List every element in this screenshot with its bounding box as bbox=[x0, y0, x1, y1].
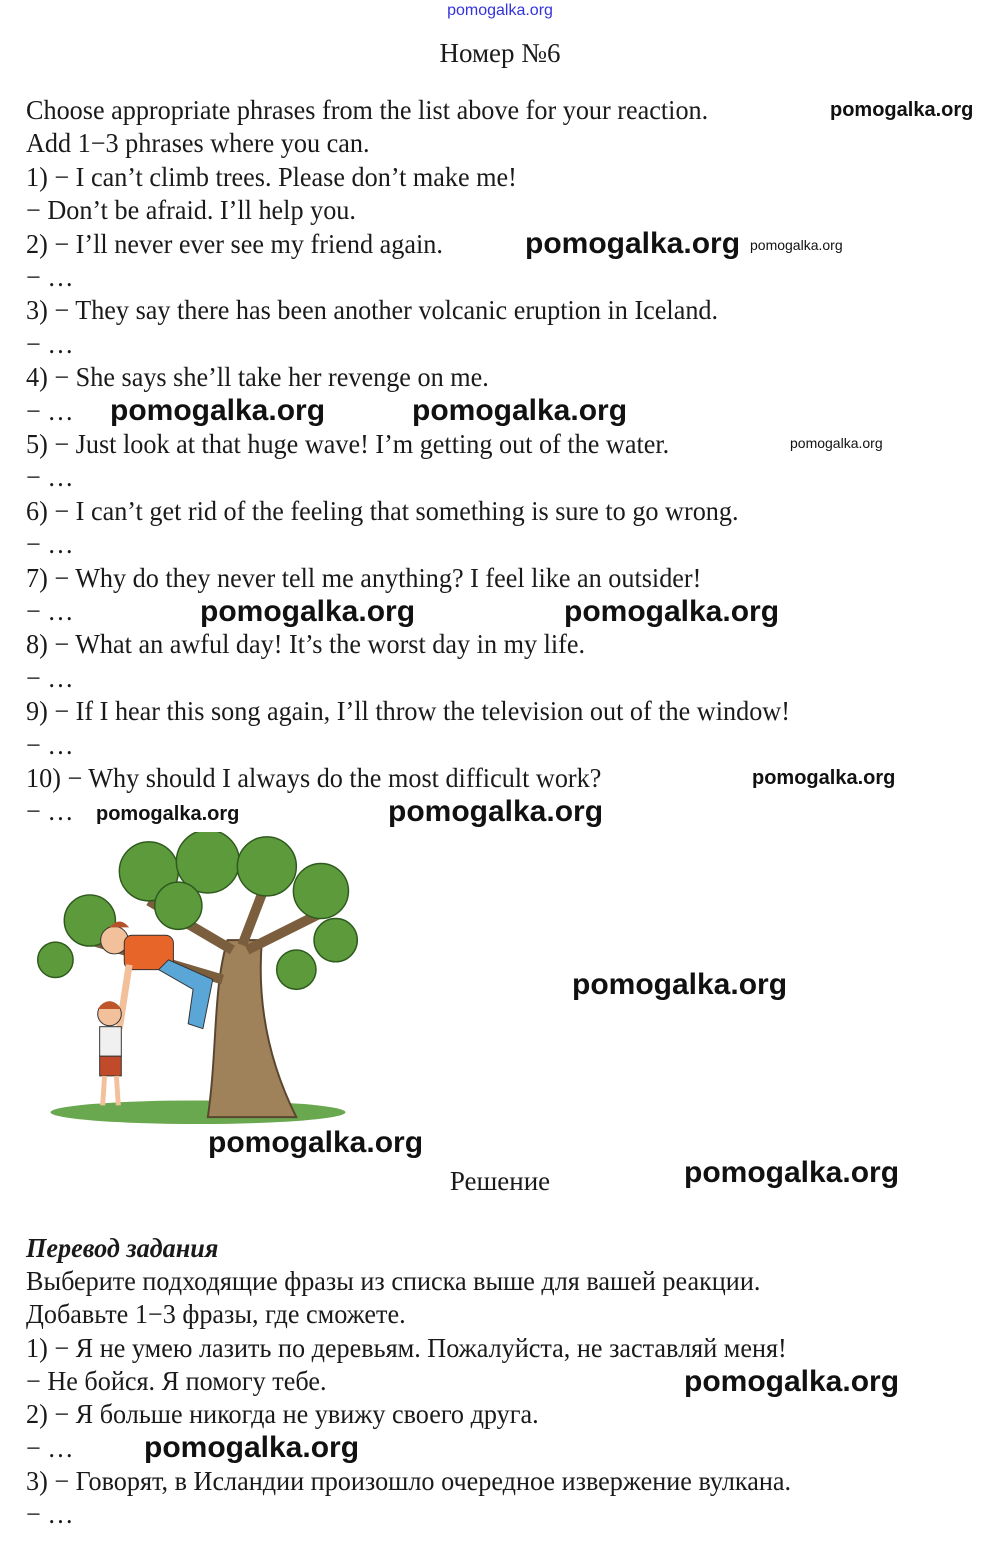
text-line: − … bbox=[26, 1499, 74, 1530]
text-line: 8) − What an awful day! It’s the worst day in my life. bbox=[26, 629, 586, 660]
tree-leaves bbox=[38, 832, 358, 989]
text-line: 5) − Just look at that huge wave! I’m getting out of the water. bbox=[26, 429, 670, 459]
text-line: 1) − Я не умею лазить по деревьям. Пожалуйста, не заставляй меня! bbox=[26, 1332, 787, 1363]
site-link[interactable]: pomogalka.org bbox=[447, 2, 553, 19]
text-line: Добавьте 1−3 фразы, где сможете. bbox=[26, 1299, 406, 1330]
text-line: 9) − If I hear this song again, I’ll throw the television out of the window! bbox=[26, 696, 790, 727]
text-line: − … bbox=[26, 596, 74, 626]
text-line: − … bbox=[26, 328, 74, 359]
text-line: 10) − Why should I always do the most difficult work? bbox=[26, 763, 602, 793]
text-line: 3) − They say there has been another volcanic eruption in Iceland. bbox=[26, 295, 719, 326]
watermark: pomogalka.org bbox=[144, 1431, 360, 1464]
text-line: 2) − I’ll never ever see my friend again. bbox=[26, 228, 443, 259]
text-line: − … bbox=[26, 1432, 74, 1463]
watermark: pomogalka.org bbox=[388, 795, 604, 828]
watermark: pomogalka.org bbox=[790, 435, 883, 451]
watermark: pomogalka.org bbox=[830, 99, 974, 121]
grass bbox=[51, 1100, 346, 1124]
text-line: − … bbox=[26, 729, 74, 760]
text-line: Add 1−3 phrases where you can. bbox=[26, 128, 370, 159]
text-line: 1) − I can’t climb trees. Please don’t make me! bbox=[26, 161, 517, 192]
translation-heading: Перевод задания bbox=[26, 1233, 219, 1263]
page-title: Номер №6 bbox=[439, 38, 561, 68]
text-line: − Don’t be afraid. I’ll help you. bbox=[26, 195, 356, 226]
solution-heading: Решение bbox=[449, 1166, 551, 1196]
watermark: pomogalka.org bbox=[96, 803, 240, 825]
text-line: − … bbox=[26, 662, 74, 693]
small-boy bbox=[98, 1001, 122, 1105]
text-line: Choose appropriate phrases from the list above for your reaction. bbox=[26, 95, 709, 125]
watermark: pomogalka.org bbox=[525, 227, 741, 260]
text-line: − … bbox=[26, 529, 74, 560]
text-line: 7) − Why do they never tell me anything? I feel like an outsider! bbox=[26, 562, 702, 593]
watermark: pomogalka.org bbox=[208, 1126, 424, 1159]
text-line: 2) − Я больше никогда не увижу своего друга. bbox=[26, 1399, 539, 1430]
text-line: − … bbox=[26, 796, 74, 827]
watermark: pomogalka.org bbox=[752, 767, 896, 789]
watermark: pomogalka.org bbox=[110, 394, 326, 427]
watermark: pomogalka.org bbox=[572, 968, 788, 1001]
text-line: Выберите подходящие фразы из списка выше для вашей реакции. bbox=[26, 1266, 761, 1296]
text-line: 3) − Говорят, в Исландии произошло очередное извержение вулкана. bbox=[26, 1465, 792, 1496]
text-line: − Не бойся. Я помогу тебе. bbox=[26, 1365, 327, 1396]
watermark: pomogalka.org bbox=[750, 237, 843, 253]
watermark: pomogalka.org bbox=[684, 1156, 900, 1189]
text-line: 6) − I can’t get rid of the feeling that something is sure to go wrong. bbox=[26, 495, 739, 526]
text-line: − … bbox=[26, 462, 74, 493]
illustration-boy-in-tree bbox=[28, 832, 368, 1127]
text-line: − … bbox=[26, 262, 74, 292]
watermark: pomogalka.org bbox=[200, 595, 416, 628]
text-line: − … bbox=[26, 395, 74, 426]
watermark: pomogalka.org bbox=[412, 394, 628, 427]
watermark: pomogalka.org bbox=[684, 1365, 900, 1398]
text-line: 4) − She says she’ll take her revenge on me. bbox=[26, 362, 489, 393]
watermark: pomogalka.org bbox=[564, 595, 780, 628]
